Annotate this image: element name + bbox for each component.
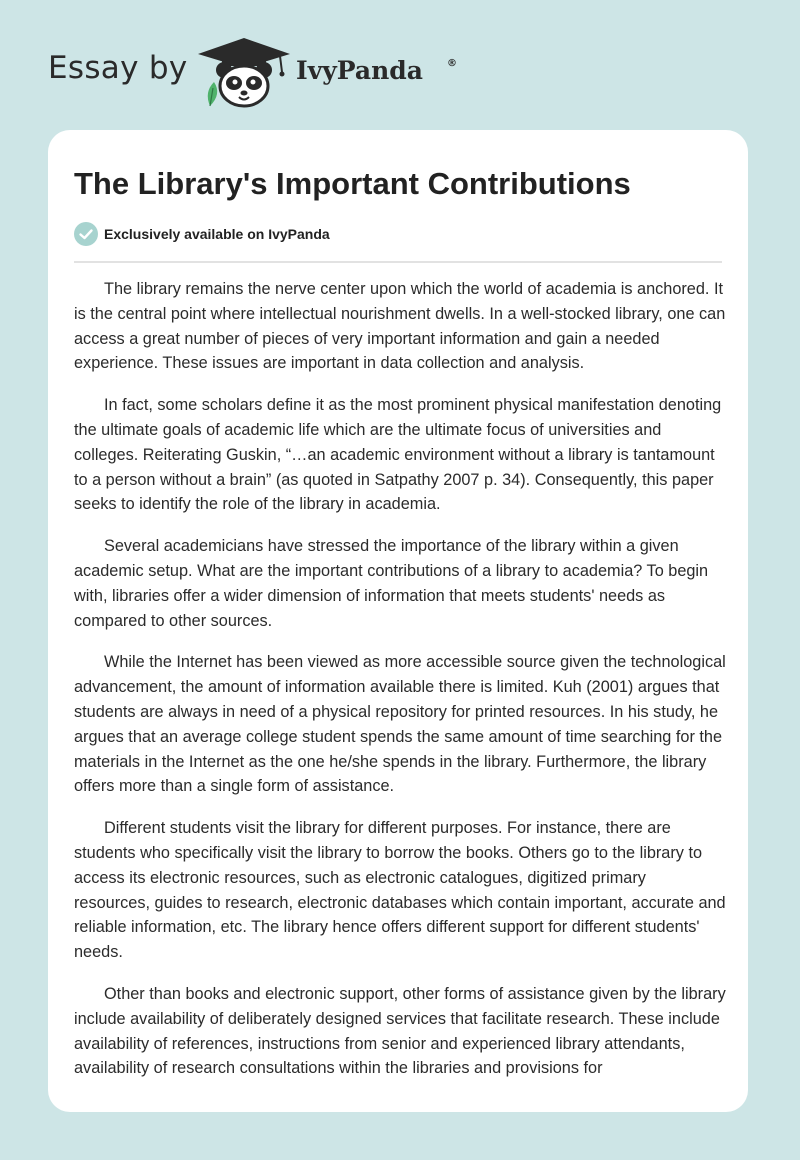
paragraph: The library remains the nerve center upon which the world of academia is anchored. It is the central point where intellectual nourishment dwells. In a well-stocked library, one can access a great number of pieces of very important information and gain a needed experience. These issues are important in data collection and analysis. bbox=[74, 280, 726, 373]
paragraph: While the Internet has been viewed as more accessible source given the technological advancement, the amount of information available there is limited. Kuh (2001) argues that students are always in need of a physical repository for printed resources. In his study, he argues that an average college student spends the same amount of time searching for the materials in the Internet as the one he/she spends in the library. Furthermore, the library offers more than a single form of assistance. bbox=[74, 653, 726, 796]
divider bbox=[74, 261, 722, 263]
page-title: The Library's Important Contributions bbox=[74, 166, 631, 201]
paragraph: Several academicians have stressed the importance of the library within a given academic setup. What are the important contributions of a library to academia? To begin with, libraries offer a wider dimension of information that meets students' needs as compared to other sources. bbox=[74, 537, 709, 630]
panda-graduate-icon bbox=[196, 36, 292, 108]
site-header bbox=[0, 0, 800, 130]
paragraph: In fact, some scholars define it as the most prominent physical manifestation denoting the ultimate goals of academic life which are the ultimate focus of universities and colleges. Reiterating Guskin, “…an academic environment without a library is tantamount to a person without a brain” (as quoted in Satpathy 2007 p. 34). Consequently, this paper seeks to identify the role of the library in academia. bbox=[74, 396, 722, 514]
article-body bbox=[74, 277, 726, 1098]
check-circle-icon bbox=[74, 222, 98, 246]
exclusive-badge bbox=[74, 222, 330, 246]
badge-label: Exclusively available on IvyPanda bbox=[104, 226, 330, 242]
paragraph: Different students visit the library for different purposes. For instance, there are students who specifically visit the library to borrow the books. Others go to the library to access its electronic resources, such as electronic catalogues, digitized primary resources, guides to research, electronic databases which contain important, accurate and reliable information, etc. The library hence offers different support for different students' needs. bbox=[74, 819, 726, 962]
paragraph: Other than books and electronic support, other forms of assistance given by the library include availability of deliberately designed services that facilitate research. These include availability of references, instructions from senior and experienced library attendants, availability of research consultations within the libraries and provisions for bbox=[74, 984, 726, 1078]
registered-mark: ® bbox=[447, 58, 457, 69]
brand-prefix: Essay by bbox=[48, 50, 188, 86]
brand-name: IvyPanda bbox=[296, 56, 423, 85]
article-card bbox=[48, 130, 748, 1112]
